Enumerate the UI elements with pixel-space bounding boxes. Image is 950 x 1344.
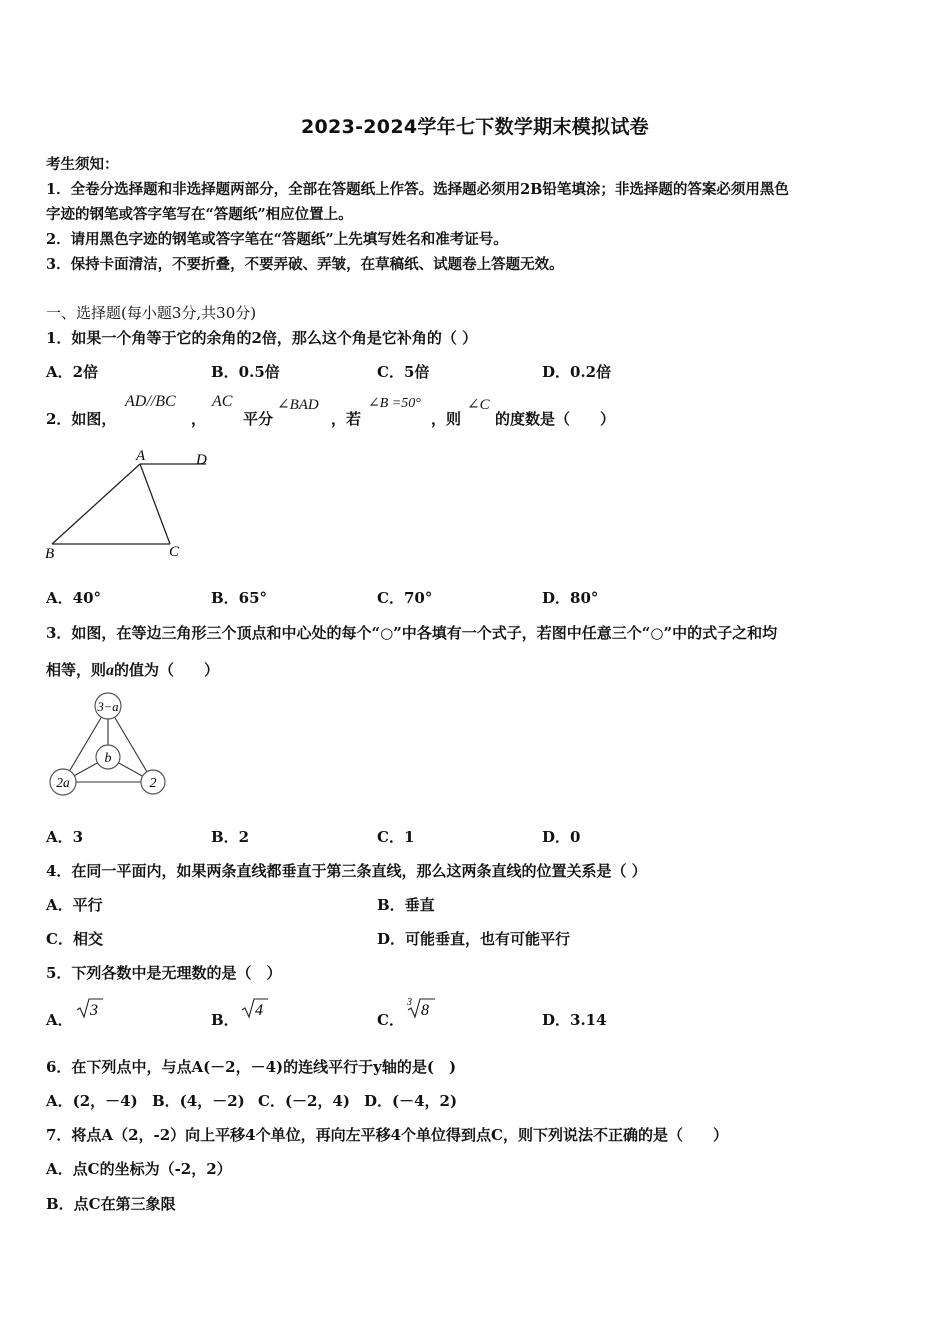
question-5-option-a-sqrt3 bbox=[75, 996, 105, 1022]
label-c: C bbox=[169, 544, 180, 560]
question-7-option-a[interactable]: A．点C的坐标为（-2，2） bbox=[46, 1160, 232, 1178]
question-6-stem: 6．在下列点中，与点A(－2，－4)的连线平行于y轴的是( ) bbox=[46, 1058, 457, 1076]
question-4-stem: 4．在同一平面内，如果两条直线都垂直于第三条直线，那么这两条直线的位置关系是（ ） bbox=[46, 862, 647, 880]
question-6-option-a[interactable]: A．(2，－4) bbox=[46, 1092, 138, 1110]
question-1-option-a[interactable]: A．2倍 bbox=[46, 363, 99, 381]
question-3-option-b[interactable]: B．2 bbox=[211, 828, 250, 846]
question-2-math-ac: AC bbox=[212, 393, 233, 410]
question-2-text-then: ，则 bbox=[431, 410, 462, 428]
question-4-option-d[interactable]: D．可能垂直，也有可能平行 bbox=[377, 930, 571, 948]
question-2-prefix: 2．如图， bbox=[46, 410, 117, 428]
radicand-3: 3 bbox=[90, 1002, 98, 1019]
question-3-figure bbox=[42, 692, 177, 804]
page-title: 2023-2024学年七下数学期末模拟试卷 bbox=[301, 116, 649, 138]
label-center: b bbox=[104, 751, 112, 766]
question-2-figure bbox=[40, 445, 220, 565]
question-2-math-ad-parallel-bc: AD//BC bbox=[125, 393, 176, 410]
question-2-math-angle-b: ∠B =50° bbox=[368, 396, 421, 411]
notice-item-1-line-1: 1．全卷分选择题和非选择题两部分，全部在答题纸上作答。选择题必须用2B铅笔填涂；非选择题的答案必须用黑色 bbox=[46, 181, 789, 198]
question-2-math-angle-c: ∠C bbox=[467, 397, 490, 413]
notice-item-1-line-2: 字迹的钢笔或答字笔写在“答题纸”相应位置上。 bbox=[46, 206, 353, 223]
question-2-text-if: ，若 bbox=[331, 410, 362, 428]
label-top: 3−a bbox=[97, 700, 119, 714]
cube-root-index: 3 bbox=[407, 997, 412, 1008]
label-b: B bbox=[45, 546, 55, 562]
segment-ac bbox=[140, 464, 170, 544]
question-2-option-c[interactable]: C．70° bbox=[377, 589, 433, 607]
question-6-option-c[interactable]: C．(－2，4) bbox=[258, 1092, 351, 1110]
label-right: 2 bbox=[149, 776, 157, 791]
question-7-option-b[interactable]: B．点C在第三象限 bbox=[46, 1195, 176, 1213]
question-5-option-b-sqrt4 bbox=[240, 996, 270, 1022]
question-6-option-b[interactable]: B．(4，－2) bbox=[152, 1092, 245, 1110]
question-1-option-d[interactable]: D．0.2倍 bbox=[542, 363, 612, 381]
question-4-option-c[interactable]: C．相交 bbox=[46, 930, 103, 948]
question-2-option-d[interactable]: D．80° bbox=[542, 589, 599, 607]
question-4-option-b[interactable]: B．垂直 bbox=[377, 896, 435, 914]
question-2-math-angle-bad: ∠BAD bbox=[277, 397, 319, 413]
question-5-option-b-label[interactable]: B． bbox=[211, 1011, 239, 1029]
notice-heading: 考生须知： bbox=[46, 156, 119, 173]
question-5-stem: 5．下列各数中是无理数的是（ ） bbox=[46, 964, 282, 982]
question-5-option-a-label[interactable]: A． bbox=[46, 1011, 73, 1029]
notice-item-2: 2．请用黑色字迹的钢笔或答字笔在“答题纸”上先填写姓名和准考证号。 bbox=[46, 231, 508, 248]
question-3-stem-line-2-pre: 相等，则 bbox=[46, 661, 107, 679]
question-2-text-bisect: 平分 bbox=[243, 410, 274, 428]
question-3-stem-line-2-post: 的值为（ ） bbox=[114, 661, 220, 679]
question-3-stem-line-1: 3．如图，在等边三角形三个顶点和中心处的每个“○”中各填有一个式子，若图中任意三个“○”中的式子之和均 bbox=[46, 624, 778, 642]
question-3-option-d[interactable]: D．0 bbox=[542, 828, 581, 846]
question-3-stem-line-2 bbox=[46, 659, 219, 680]
question-3-option-c[interactable]: C．1 bbox=[377, 828, 415, 846]
label-a: A bbox=[136, 448, 146, 464]
radicand-4: 4 bbox=[255, 1002, 263, 1019]
notice-item-3: 3．保持卡面清洁，不要折叠，不要弄破、弄皱，在草稿纸、试题卷上答题无效。 bbox=[46, 256, 564, 273]
question-1-stem: 1．如果一个角等于它的余角的2倍，那么这个角是它补角的（ ） bbox=[46, 329, 478, 347]
question-5-option-c-cbrt8 bbox=[404, 994, 438, 1022]
radicand-8: 8 bbox=[421, 1002, 429, 1019]
label-left: 2a bbox=[56, 775, 70, 790]
question-5-option-c-label[interactable]: C． bbox=[377, 1011, 404, 1029]
question-7-stem: 7．将点A（2，-2）向上平移4个单位，再向左平移4个单位得到点C，则下列说法不正确的是（ ） bbox=[46, 1126, 728, 1144]
label-d: D bbox=[196, 452, 207, 468]
question-2-separator: ， bbox=[191, 410, 207, 428]
question-2-option-a[interactable]: A．40° bbox=[46, 589, 102, 607]
question-5-option-d[interactable]: D．3.14 bbox=[542, 1011, 607, 1029]
question-1-option-c[interactable]: C．5倍 bbox=[377, 363, 430, 381]
question-3-option-a[interactable]: A．3 bbox=[46, 828, 84, 846]
segment-ab bbox=[52, 464, 140, 544]
section-heading: 一、选择题(每小题3分,共30分) bbox=[46, 304, 257, 322]
question-2-option-b[interactable]: B．65° bbox=[211, 589, 268, 607]
question-4-option-a[interactable]: A．平行 bbox=[46, 896, 103, 914]
question-6-option-d[interactable]: D．(－4，2) bbox=[364, 1092, 458, 1110]
question-3-variable-a: a bbox=[106, 662, 115, 679]
question-2-suffix: 的度数是（ ） bbox=[495, 410, 616, 428]
question-1-option-b[interactable]: B．0.5倍 bbox=[211, 363, 280, 381]
